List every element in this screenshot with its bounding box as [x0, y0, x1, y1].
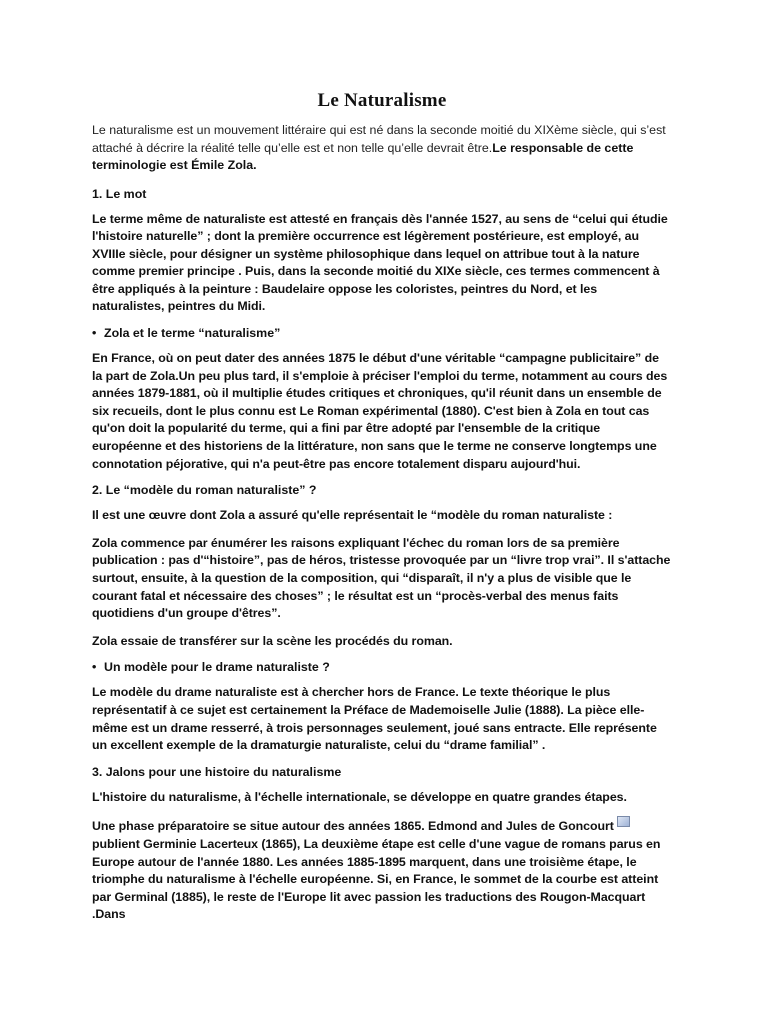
section-2-paragraph-2: Zola commence par énumérer les raisons expliquant l'échec du roman lors de sa première publication : pas d'“histoire”, pas de héros, tristesse provoquée par un “livre trop vrai”. Il s'attache surtout, ensuite, à la question de la composition, qui “disparaît, il n'y a plus de visible que le courant fatal et nécessaire des choses” ; le résultat est un “procès-verbal des menus faits quotidiens d'un groupe d'êtres”. [92, 535, 671, 621]
section-2-paragraph-4: Le modèle du drame naturaliste est à chercher hors de France. Le texte théorique le plus représentatif à ce sujet est certainement la Préface de Mademoiselle Julie (1888). La pièce elle-même est un drame resserré, à trois personnages seulement, joué sans entracte. Elle représente un excellent exemple de la dramaturgie naturaliste, celui du “drame familial” . [92, 685, 657, 753]
bullet-text: Zola et le terme “naturalisme” [104, 326, 281, 341]
intro-paragraph [92, 122, 672, 175]
section-3-paragraph-2-start: Une phase préparatoire se situe autour des années 1865. Edmond and Jules de Goncourt [92, 819, 614, 834]
broken-image-icon [617, 816, 630, 827]
section-3-heading: 3. Jalons pour une histoire du naturalisme [92, 764, 342, 779]
section-2-paragraph-3: Zola essaie de transférer sur la scène les procédés du roman. [92, 633, 453, 648]
bullet-dot-icon: • [92, 660, 97, 675]
intro-text: Le naturalisme est un mouvement littéraire qui est né dans la seconde moitié du XIXème siècle, qui s’est attaché à décrire la réalité telle qu’elle est et non telle qu’elle devrait être. [92, 123, 666, 155]
bullet-text: Un modèle pour le drame naturaliste ? [104, 660, 330, 675]
section-1-bullet [92, 326, 672, 340]
section-3-paragraph-1: L'histoire du naturalisme, à l'échelle internationale, se développe en quatre grandes étapes. [92, 789, 627, 804]
section-3-paragraph-2 [92, 816, 672, 924]
section-1-paragraph-1: Le terme même de naturaliste est attesté en français dès l'année 1527, au sens de “celui qui étudie l'histoire naturelle” ; dont la première occurrence est légèrement postérieure, est employé, au XVIIIe siècle, pour désigner un système philosophique dans lequel on attribue tout à la nature comme premier principe . Puis, dans la seconde moitié du XIXe siècle, ces termes commencent à être appliqués à la peinture : Baudelaire oppose les coloristes, peintres du Nord, et les naturalistes, peintres du Midi. [92, 211, 668, 314]
section-2-paragraph-1: Il est une œuvre dont Zola a assuré qu'elle représentait le “modèle du roman naturaliste : [92, 508, 613, 523]
intro-emphasis: Le responsable de cette terminologie est Émile Zola. [92, 140, 634, 172]
page-title: Le Naturalisme [317, 90, 447, 111]
bullet-dot-icon: • [92, 326, 97, 341]
section-3-paragraph-2-rest: publient Germinie Lacerteux (1865), La deuxième étape est celle d'une vague de romans parus en Europe autour de l'année 1880. Les années 1885-1895 marquent, dans une troisième étape, le triomphe du naturalisme à l'échelle européenne. Si, en France, le sommet de la courbe est atteint par Germinal (1885), le reste de l'Europe lit avec passion les traductions des Rougon-Macquart .Dans [92, 836, 661, 922]
section-1-paragraph-2: En France, où on peut dater des années 1875 le début d'une véritable “campagne publicitaire” de la part de Zola.Un peu plus tard, il s'emploie à préciser l'emploi du terme, notamment au cours des années 1879-1881, où il multiplie études critiques et chroniques, qu'il réunit dans un ensemble de six recueils, dont le plus connu est Le Roman expérimental (1880). C'est bien à Zola en tout cas qu'on doit la popularité du terme, qui a fini par être adopté par l'ensemble de la critique européenne et des historiens de la littérature, non sans que le terme ne conserve longtemps une connotation péjorative, qui n'a peut-être pas encore totalement disparu aujourd'hui. [92, 351, 668, 471]
section-2-bullet [92, 660, 672, 674]
section-1-heading: 1. Le mot [92, 186, 147, 201]
section-2-heading: 2. Le “modèle du roman naturaliste” ? [92, 483, 317, 498]
